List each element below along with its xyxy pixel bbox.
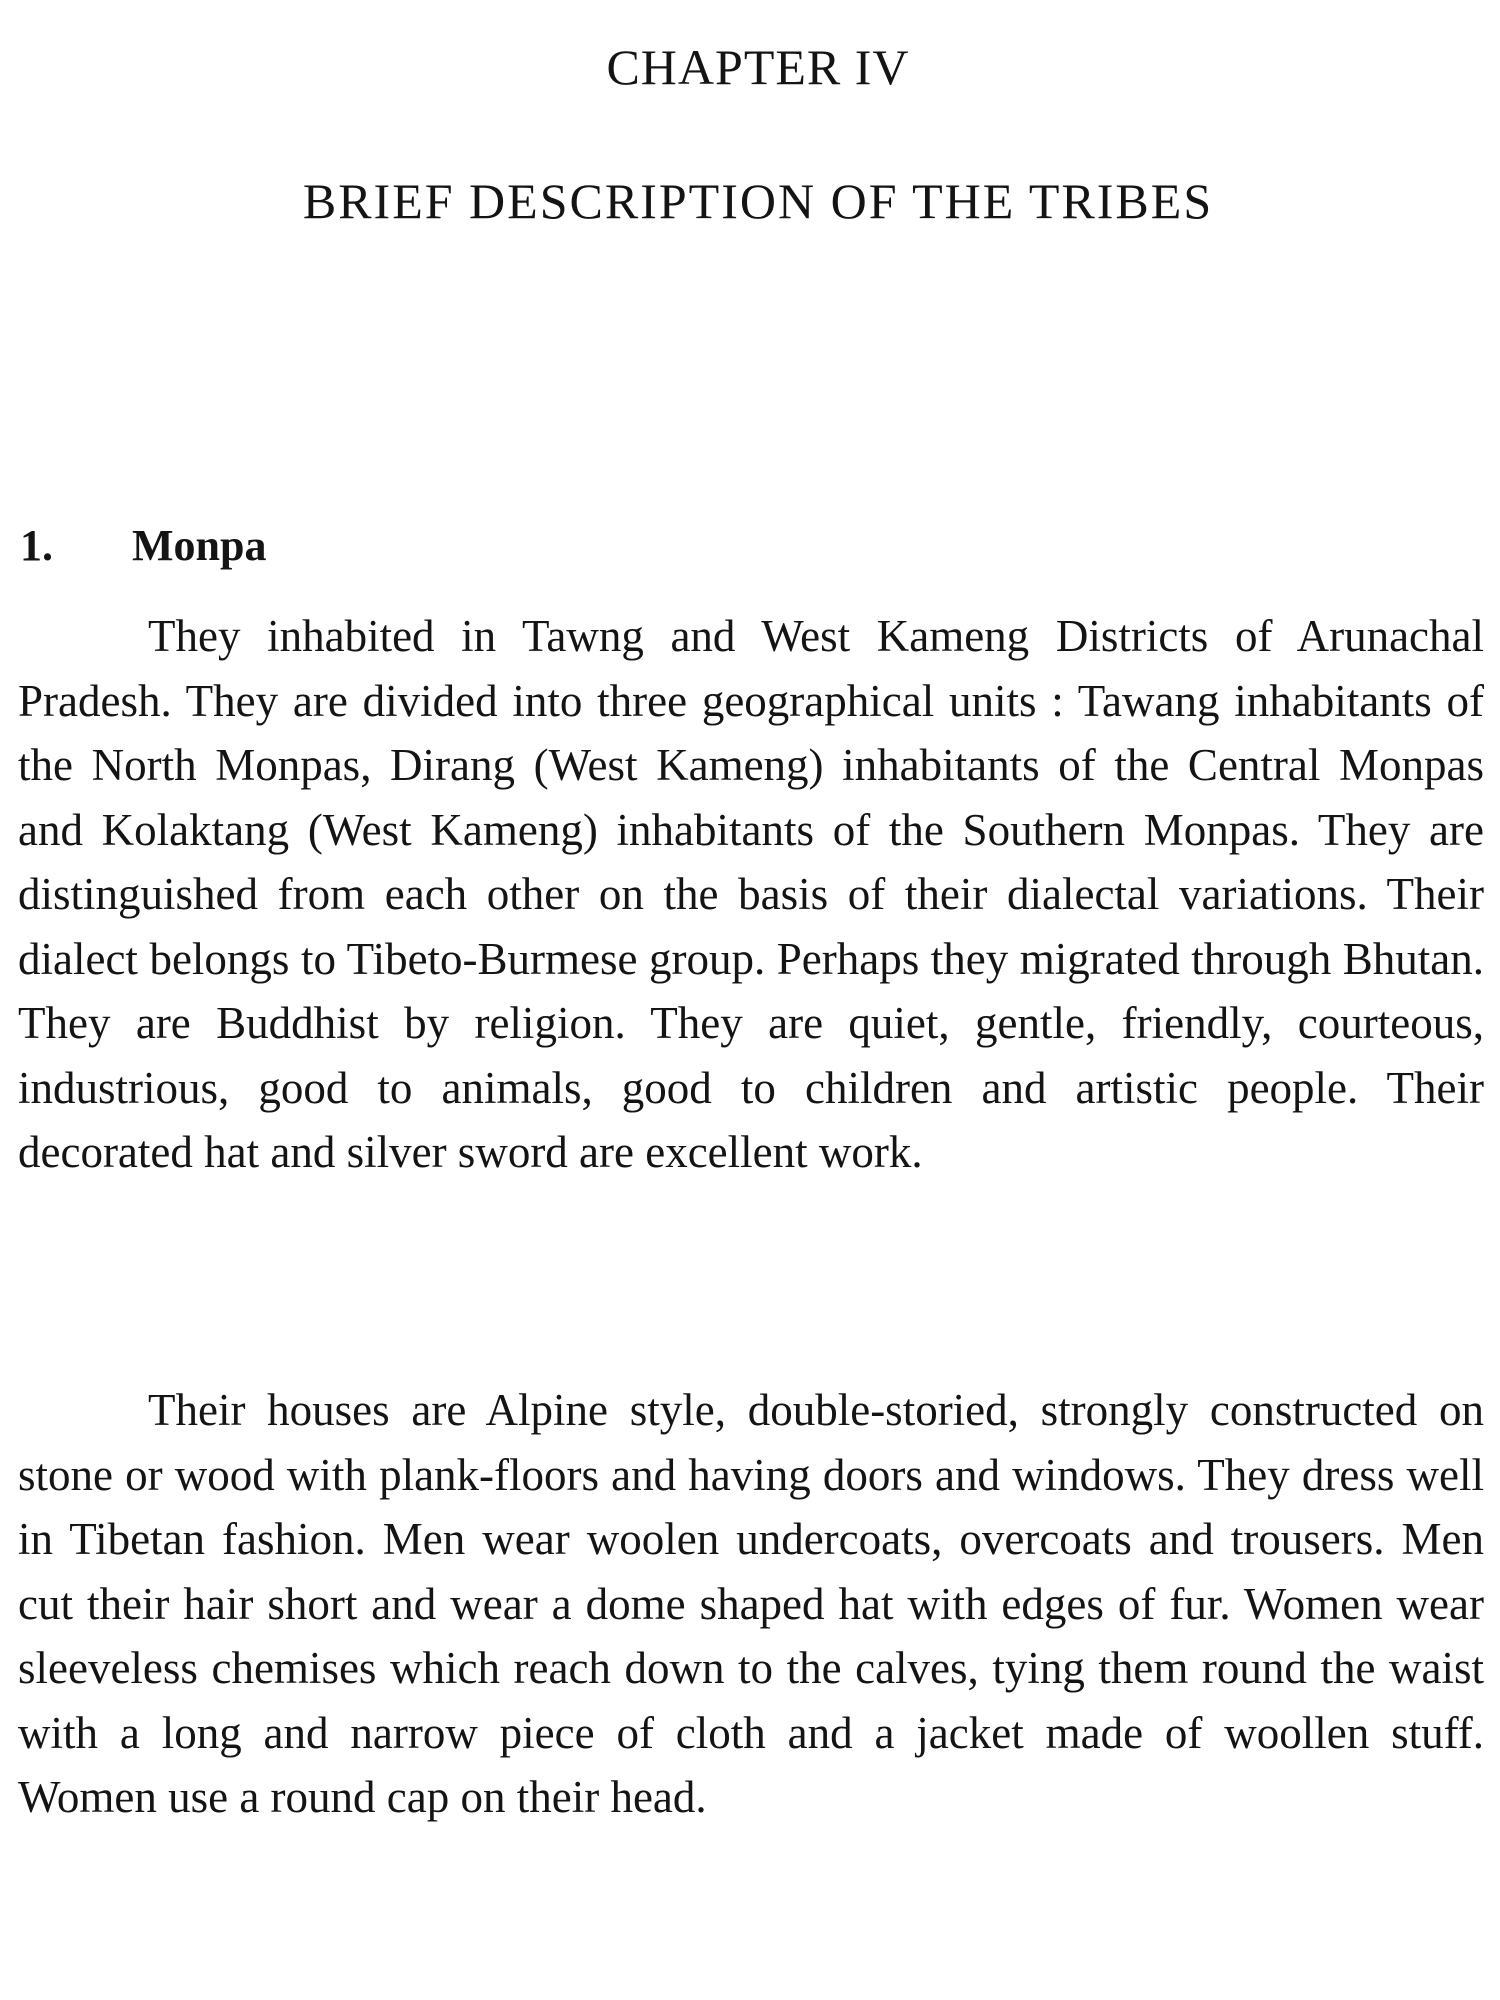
- paragraph-1: They inhabited in Tawng and West Kameng Districts of Arunachal Pradesh. They are divided into three geographical units : Tawang inhabitants of the North Monpas, Dirang (West Kameng) inhabitants of the Central Monpas and Kolaktang (West Kameng) inhabitants of the Southern Monpas. They are distinguished from each other on the basis of their dialectal variations. Their dialect belongs to Tibeto-Burmese group. Perhaps they migrated through Bhutan. They are Buddhist by religion. They are quiet, gentle, friendly, courteous, industrious, good to animals, good to children and artistic people. Their decorated hat and silver sword are excellent work.: [18, 611, 1484, 1177]
- paragraph-2: Their houses are Alpine style, double-storied, strongly constructed on stone or wood with plank-floors and having doors and windows. They dress well in Tibetan fashion. Men wear woolen undercoats, overcoats and trousers. Men cut their hair short and wear a dome shaped hat with edges of fur. Women wear sleeveless chemises which reach down to the calves, tying them round the waist with a long and narrow piece of cloth and a jacket made of woollen stuff. Women use a round cap on their head.: [18, 1385, 1484, 1822]
- section-heading: [20, 520, 266, 571]
- chapter-title-text: BRIEF DESCRIPTION OF THE TRIBES: [302, 173, 1214, 229]
- chapter-label: [0, 38, 1500, 96]
- chapter-label-text: CHAPTER IV: [606, 39, 910, 95]
- section-name: Monpa: [132, 521, 267, 570]
- section-number: 1.: [20, 521, 53, 570]
- chapter-title: [0, 172, 1500, 230]
